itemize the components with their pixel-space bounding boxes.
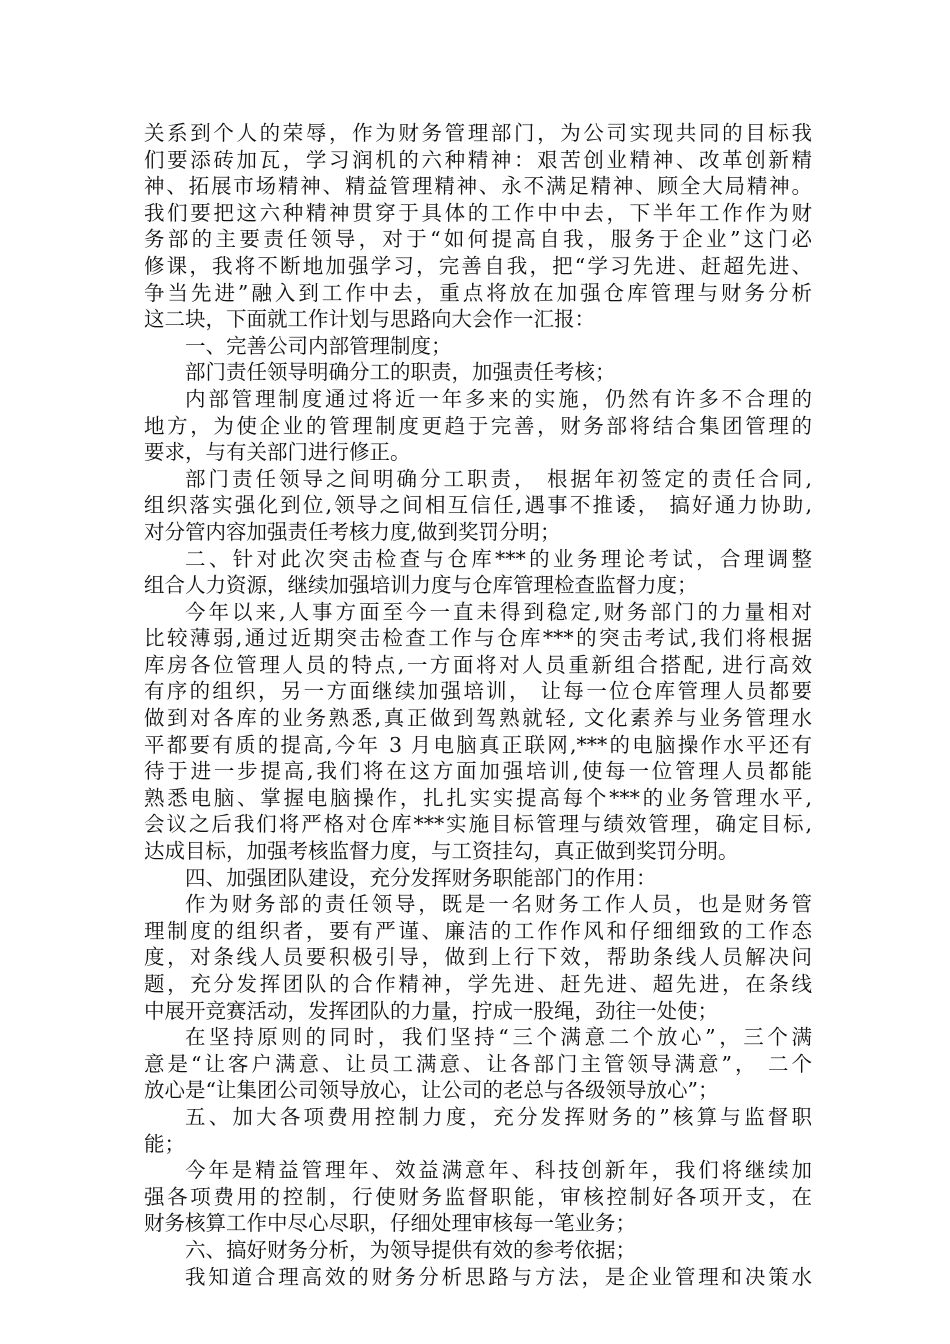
text-line: 放心是“让集团公司领导放心，让公司的老总与各级领导放心”； [144, 1078, 719, 1103]
text-line: 内部管理制度通过将近一年多来的实施，仍然有许多不合理的 [185, 386, 812, 411]
text-line: 能； [144, 1131, 185, 1156]
text-line: 神、拓展市场精神、精益管理精神、永不满足精神、顾全大局精神。 [144, 174, 812, 199]
text-line: 这二块，下面就工作计划与思路向大会作一汇报： [144, 307, 595, 332]
text-line: 部门责任领导之间明确分工职责， 根据年初签定的责任合同, [185, 466, 812, 491]
text-line: 库房各位管理人员的特点,一方面将对人员重新组合搭配, 进行高效 [144, 652, 812, 677]
text-line: 五、加大各项费用控制力度，充分发挥财务的”核算与监督职 [185, 1104, 812, 1129]
text-line: 们要添砖加瓦，学习润机的六种精神：艰苦创业精神、改革创新精 [144, 147, 812, 172]
text-line: 强各项费用的控制，行使财务监督职能，审核控制好各项开支，在 [144, 1184, 812, 1209]
text-line: 财务核算工作中尽心尽职，仔细处理审核每一笔业务； [144, 1211, 636, 1236]
text-line: 对分管内容加强责任考核力度,做到奖罚分明； [144, 519, 561, 544]
text-line: 组合人力资源，继续加强培训力度与仓库管理检查监督力度； [144, 573, 698, 598]
text-line: 四、加强团队建设，充分发挥财务职能部门的作用： [185, 865, 657, 890]
text-line: 题，充分发挥团队的合作精神，学先进、赶先进、超先进，在条线 [144, 972, 812, 996]
text-line: 今年是精益管理年、效益满意年、科技创新年，我们将继续加 [185, 1158, 812, 1183]
text-line: 比较薄弱,通过近期突击检查工作与仓库***的突击考试,我们将根据 [144, 626, 812, 651]
text-line: 达成目标，加强考核监督力度，与工资挂勾，真正做到奖罚分明。 [144, 839, 739, 864]
text-line: 平都要有质的提高,今年 3 月电脑真正联网,***的电脑操作水平还有 [144, 732, 812, 757]
text-line: 作为财务部的责任领导，既是一名财务工作人员，也是财务管 [185, 892, 812, 917]
text-line: 要求，与有关部门进行修正。 [144, 440, 411, 465]
text-line: 度，对条线人员要积极引导，做到上行下效，帮助条线人员解决问 [144, 945, 812, 970]
text-line: 在坚持原则的同时，我们坚持“三个满意二个放心”，三个满 [185, 1025, 812, 1050]
text-line: 今年以来,人事方面至今一直未得到稳定,财务部门的力量相对 [185, 599, 812, 624]
text-line: 地方，为使企业的管理制度更趋于完善，财务部将结合集团管理的 [144, 413, 812, 438]
text-line: 组织落实强化到位,领导之间相互信任,遇事不推诿， 搞好通力协助, [144, 493, 812, 518]
text-line: 熟悉电脑、掌握电脑操作，扎扎实实提高每个***的业务管理水平, [144, 785, 812, 810]
text-line: 争当先进”融入到工作中去，重点将放在加强仓库管理与财务分析 [144, 280, 812, 305]
text-line: 做到对各库的业务熟悉,真正做到驾熟就轻, 文化素养与业务管理水 [144, 706, 812, 731]
text-line: 中展开竞赛活动，发挥团队的力量，拧成一股绳，劲往一处使； [144, 998, 718, 1023]
text-line: 二、针对此次突击检查与仓库***的业务理论考试，合理调整 [185, 546, 812, 571]
text-line: 会议之后我们将严格对仓库***实施目标管理与绩效管理，确定目标, [144, 812, 812, 837]
text-line: 我知道合理高效的财务分析思路与方法，是企业管理和决策水 [185, 1264, 812, 1289]
text-line: 意是“让客户满意、让员工满意、让各部门主管领导满意”， 二个 [144, 1051, 812, 1076]
document-body [144, 120, 812, 1290]
text-line: 关系到个人的荣辱，作为财务管理部门，为公司实现共同的目标我 [144, 121, 812, 145]
text-line: 务部的主要责任领导，对于“如何提高自我，服务于企业”这门必 [144, 227, 812, 252]
text-line: 理制度的组织者，要有严谨、廉洁的工作作风和仔细细致的工作态 [144, 918, 812, 943]
text-line: 待于进一步提高,我们将在这方面加强培训,使每一位管理人员都能 [144, 759, 812, 784]
text-line: 修课，我将不断地加强学习，完善自我，把“学习先进、赶超先进、 [144, 253, 812, 278]
text-line: 部门责任领导明确分工的职责，加强责任考核； [185, 360, 616, 385]
text-line: 六、搞好财务分析，为领导提供有效的参考依据； [185, 1237, 636, 1262]
text-line: 我们要把这六种精神贯穿于具体的工作中中去，下半年工作作为财 [144, 200, 812, 225]
text-line: 一、完善公司内部管理制度； [185, 333, 452, 358]
text-line: 有序的组织，另一方面继续加强培训， 让每一位仓库管理人员都要 [144, 679, 812, 704]
